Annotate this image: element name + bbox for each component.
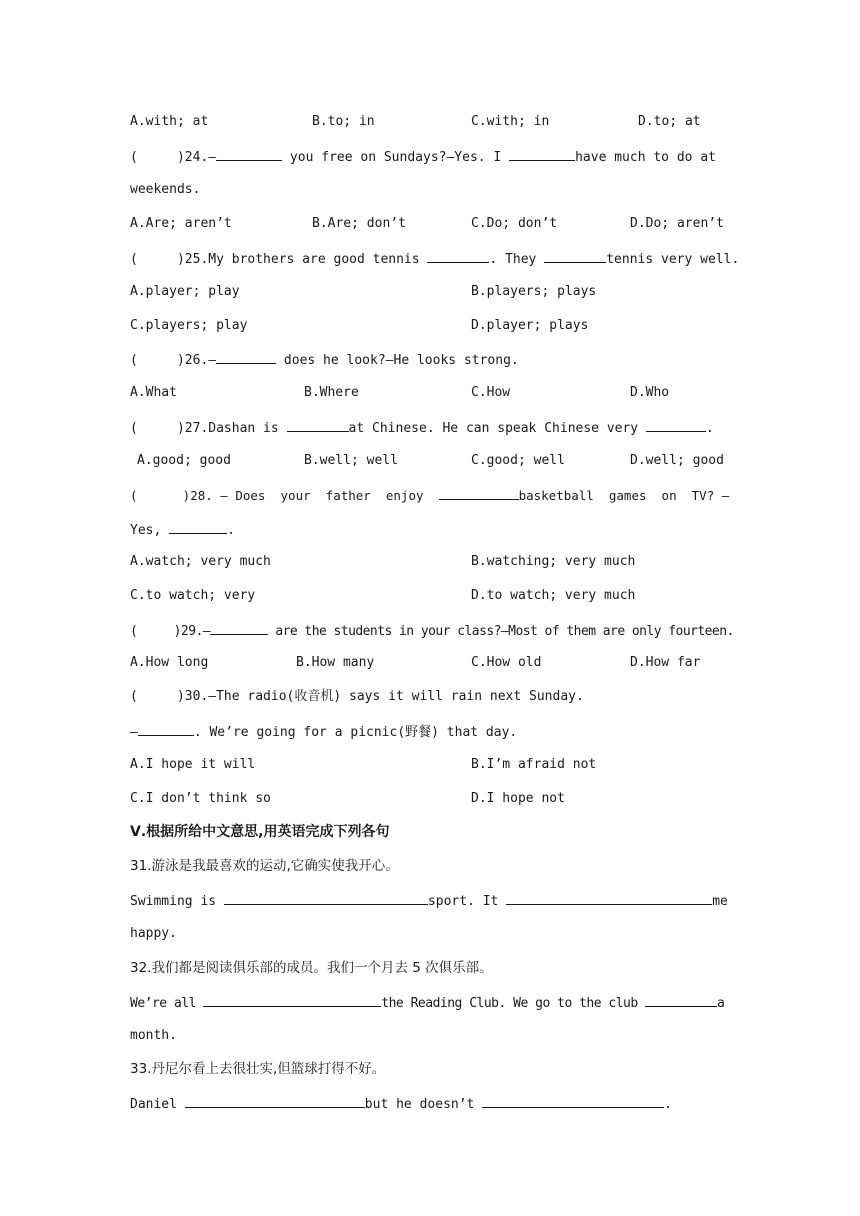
q33-english: Daniel but he doesn’t . — [130, 1094, 672, 1114]
q33-chinese: 33.丹尼尔看上去很壮实,但篮球打得不好。 — [130, 1061, 386, 1077]
q28-continuation: Yes, . — [130, 520, 235, 540]
blank — [287, 418, 349, 432]
q24-option-b: B.Are; don’t — [312, 216, 406, 231]
q32-continuation: month. — [130, 1028, 177, 1043]
blank — [185, 1094, 365, 1108]
q27-stem: ( )27.Dashan is at Chinese. He can speak Chinese very . — [130, 418, 714, 438]
q24-continuation: weekends. — [130, 182, 201, 197]
q32-english: We’re all the Reading Club. We go to the club a — [130, 993, 724, 1013]
q27-option-c: C.good; well — [471, 453, 565, 468]
q31-continuation: happy. — [130, 926, 177, 941]
blank — [544, 249, 606, 263]
blank — [203, 993, 381, 1007]
q28-option-a: A.watch; very much — [130, 554, 271, 569]
q31-chinese: 31.游泳是我最喜欢的运动,它确实使我开心。 — [130, 858, 399, 874]
blank — [506, 891, 712, 905]
q25-option-a: A.player; play — [130, 284, 240, 299]
q26-option-b: B.Where — [304, 385, 359, 400]
q24-option-a: A.Are; aren’t — [130, 216, 232, 231]
q26-stem: ( )26.— does he look?—He looks strong. — [130, 350, 519, 370]
q30-option-a: A.I hope it will — [130, 757, 256, 772]
q26-option-d: D.Who — [630, 385, 670, 400]
q24-stem: ( )24.— you free on Sundays?—Yes. I have much to do at — [130, 147, 716, 167]
q30-continuation: — . We’re going for a picnic(野餐) that day. — [130, 722, 517, 742]
q27-option-a: A.good; good — [137, 453, 231, 468]
q28-option-d: D.to watch; very much — [471, 588, 636, 603]
q26-option-a: A.What — [130, 385, 177, 400]
blank — [169, 520, 227, 534]
q24-option-c: C.Do; don’t — [471, 216, 558, 231]
q29-option-c: C.How old — [471, 655, 542, 670]
q29-option-d: D.How far — [630, 655, 701, 670]
q28-option-b: B.watching; very much — [471, 554, 636, 569]
q32-chinese: 32.我们都是阅读俱乐部的成员。我们一个月去 5 次俱乐部。 — [130, 960, 493, 976]
q31-english: Swimming is sport. It me — [130, 891, 728, 911]
q29-option-b: B.How many — [296, 655, 375, 670]
q25-option-c: C.players; play — [130, 318, 248, 333]
blank — [210, 621, 268, 635]
blank — [138, 722, 194, 736]
q23-option-a: A.with; at — [130, 114, 209, 129]
answer-paren: ( ) — [130, 150, 185, 165]
q23-option-b: B.to; in — [312, 114, 375, 129]
blank — [482, 1094, 664, 1108]
q29-option-a: A.How long — [130, 655, 209, 670]
section-heading: Ⅴ.根据所给中文意思,用英语完成下列各句 — [130, 824, 390, 840]
blank — [646, 418, 706, 432]
blank — [216, 147, 282, 161]
q25-stem: ( )25.My brothers are good tennis . They tennis very well. — [130, 249, 739, 269]
q28-option-c: C.to watch; very — [130, 588, 256, 603]
q25-option-b: B.players; plays — [471, 284, 597, 299]
blank — [439, 486, 519, 500]
q29-stem: ( )29.— are the students in your class?—Most of them are only fourteen. — [130, 621, 734, 641]
q30-stem: ( )30.—The radio(收音机) says it will rain next Sunday. — [130, 689, 584, 704]
blank — [509, 147, 575, 161]
q23-option-d: D.to; at — [638, 114, 701, 129]
q27-option-d: D.well; good — [630, 453, 724, 468]
q25-option-d: D.player; plays — [471, 318, 589, 333]
blank — [216, 350, 276, 364]
q27-option-b: B.well; well — [304, 453, 398, 468]
q26-option-c: C.How — [471, 385, 511, 400]
q30-option-b: B.I’m afraid not — [471, 757, 597, 772]
q28-stem: ( )28. — Does your father enjoy basketball games on TV? — — [130, 488, 730, 503]
q30-option-c: C.I don’t think so — [130, 791, 271, 806]
q30-option-d: D.I hope not — [471, 791, 565, 806]
q23-option-c: C.with; in — [471, 114, 550, 129]
blank — [645, 993, 717, 1007]
q24-option-d: D.Do; aren’t — [630, 216, 724, 231]
blank — [427, 249, 489, 263]
blank — [224, 891, 428, 905]
